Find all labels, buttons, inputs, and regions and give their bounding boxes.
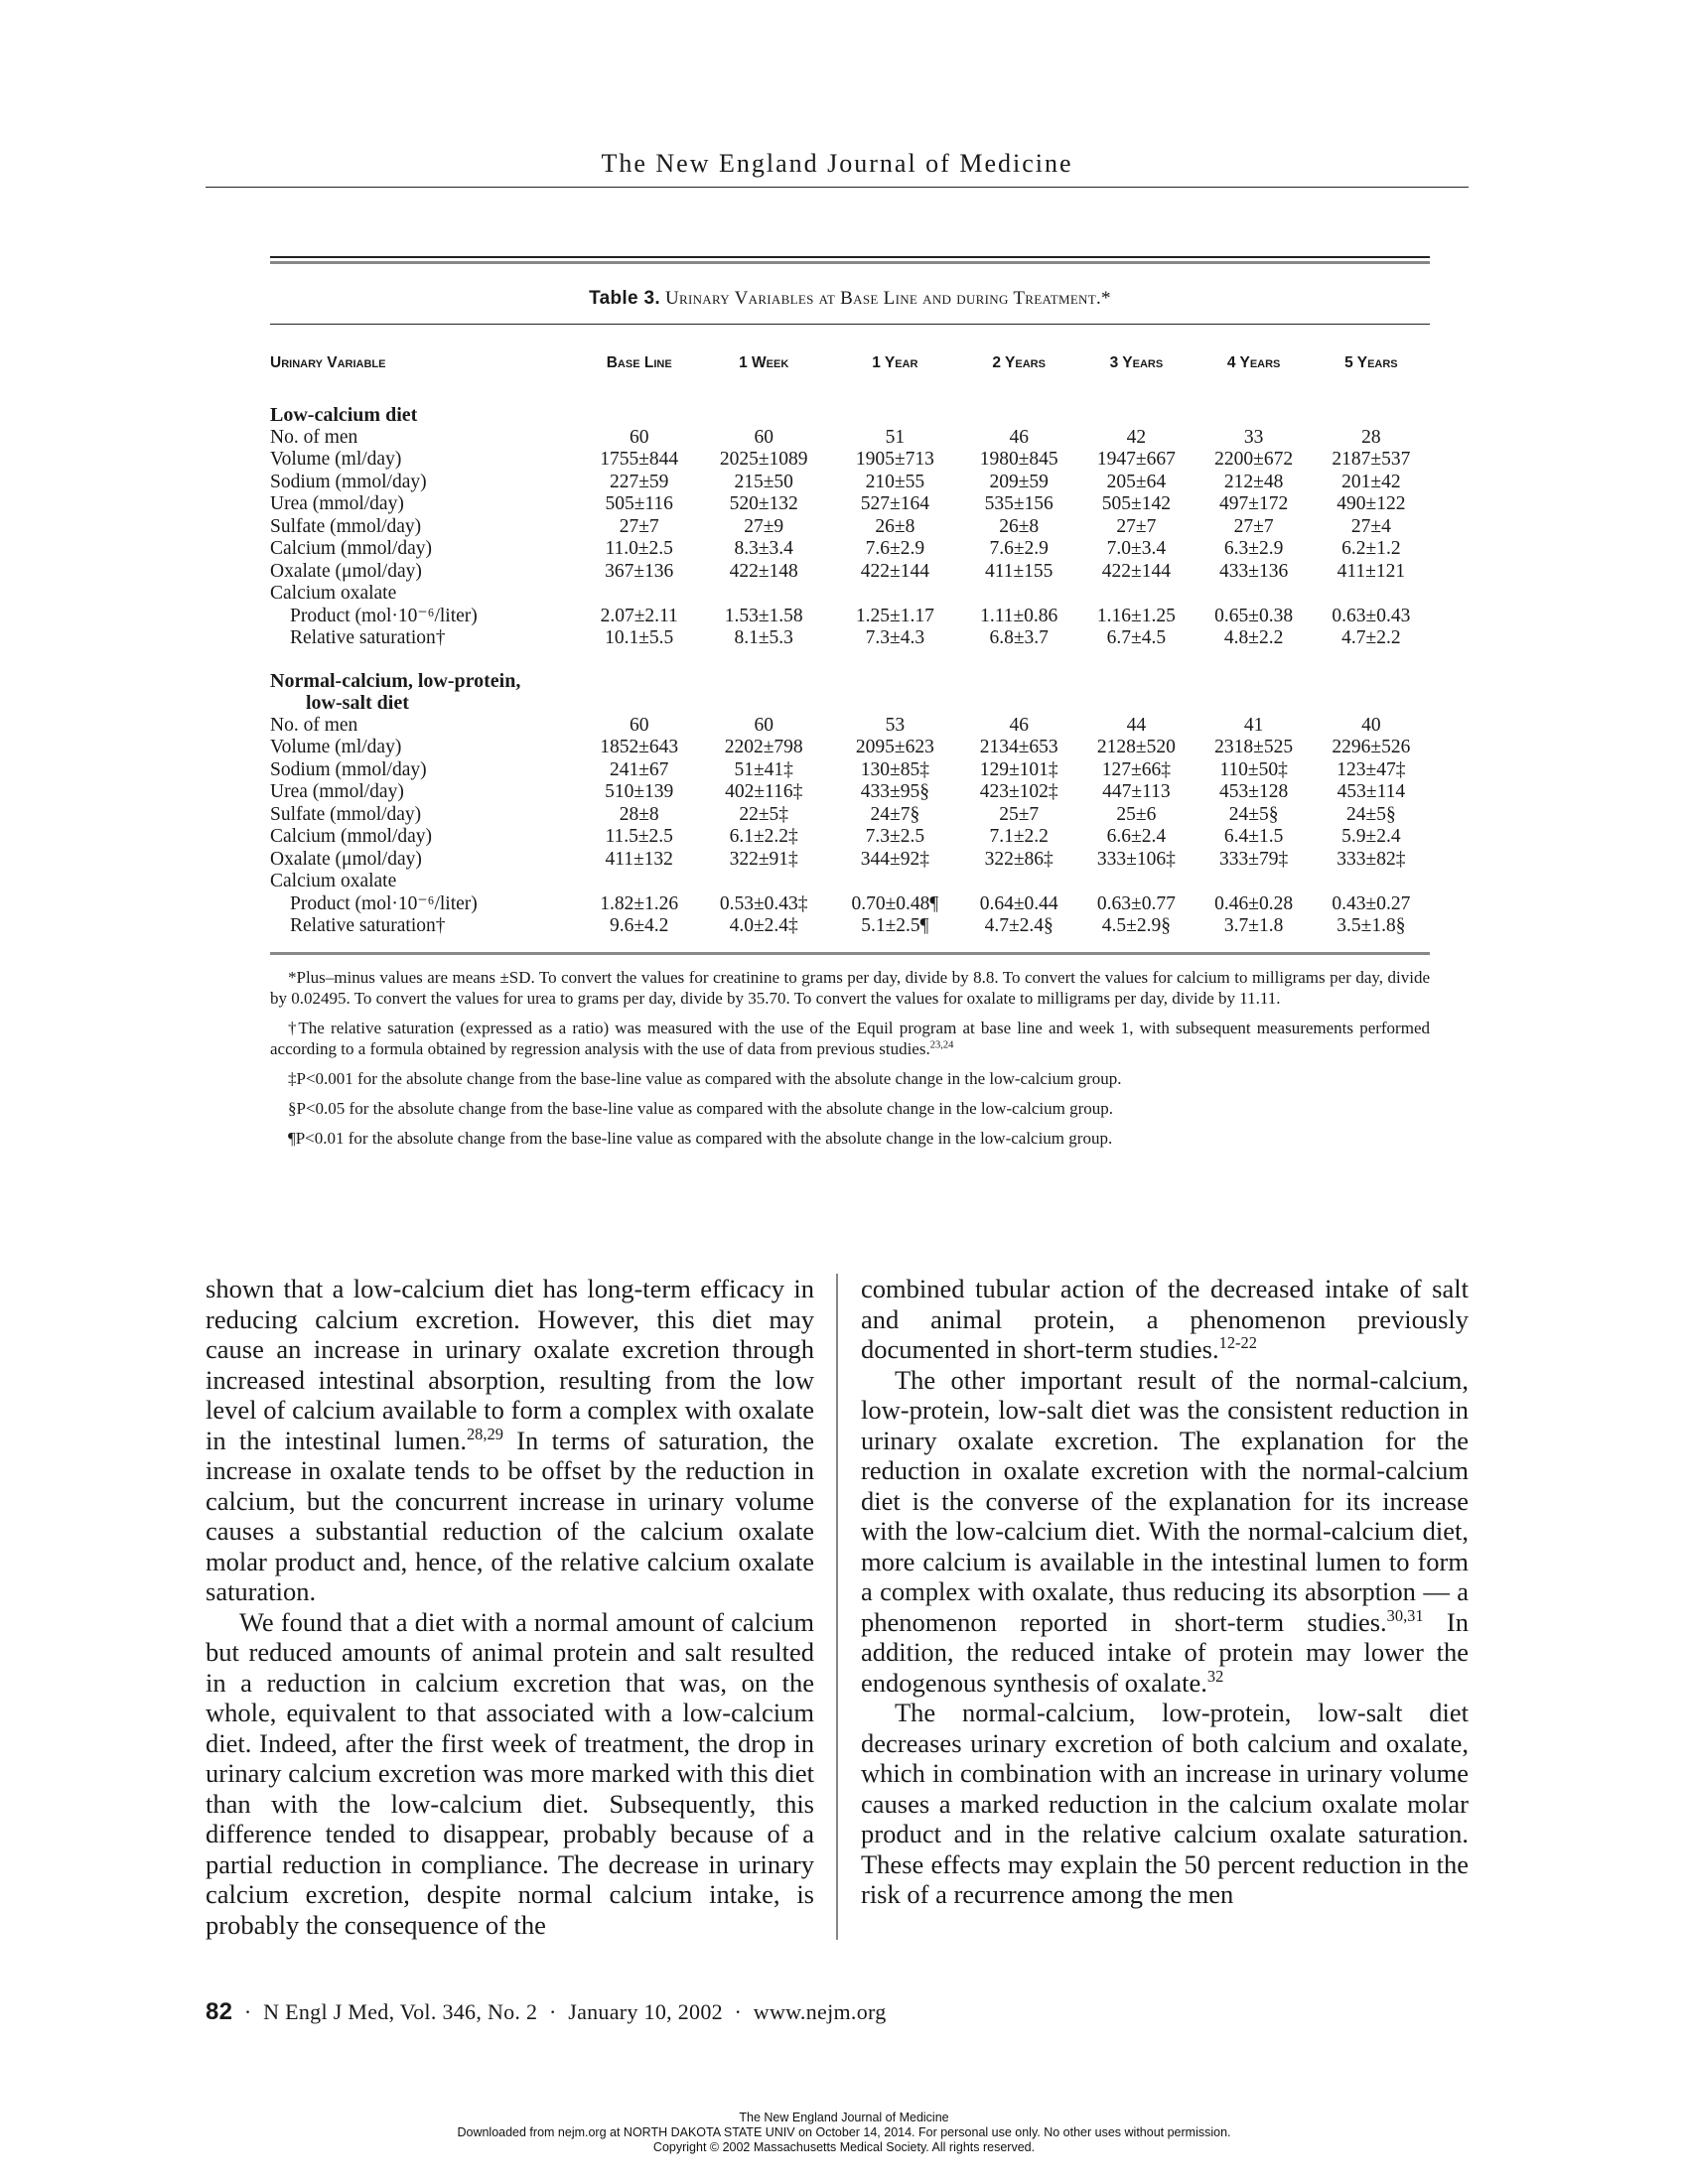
- table-cell: 0.53±0.43‡: [719, 892, 808, 914]
- table-cell: [1196, 871, 1313, 893]
- row-label: Sodium (mmol/day): [270, 758, 427, 780]
- row-label: Product (mol·10⁻⁶/liter): [290, 892, 478, 914]
- table-row: [270, 849, 1430, 872]
- table-cell: 6.2±1.2: [1341, 538, 1401, 559]
- paragraph-text: We found that a diet with a normal amount of calcium but reduced amounts of animal protein and salt resulted in a reduction in calcium excretion that was, on the whole, equivalent to that associated with a low-calcium diet. Indeed, after the first week of treatment, the drop in urinary calcium excretion was more marked with this diet than with the low-calcium diet. Subsequently, this difference tended to disappear, probably because of a partial reduction in compliance. The decrease in urinary calcium excretion, despite normal calcium intake, is probably the consequence of the: [206, 1606, 814, 1940]
- footnote-section: §P<0.05 for the absolute change from the base-line value as compared with the absolute change in the low-calcium group.: [288, 1098, 1113, 1118]
- table-caption: Urinary Variables at Base Line and during Treatment.*: [664, 288, 1111, 309]
- table-cell: 0.63±0.43: [1332, 605, 1411, 626]
- table-cell: 28: [1361, 426, 1381, 448]
- table-row: [270, 427, 1430, 450]
- table-top-rule: [270, 256, 1430, 258]
- table-cell: 201±42: [1341, 471, 1401, 492]
- diet-group-heading: [270, 664, 1430, 715]
- table-footnotes: [270, 967, 1430, 1149]
- table-cell: 535±156: [984, 493, 1054, 514]
- diet-group-name: Normal-calcium, low-protein,: [270, 669, 521, 692]
- body-paragraph: [206, 1274, 814, 1607]
- body-column-right: [861, 1274, 1469, 1940]
- citation-reference: 12-22: [1218, 1333, 1257, 1353]
- table-cell: 402±116‡: [725, 781, 803, 802]
- table-cell: 333±82‡: [1336, 848, 1406, 870]
- table-cell: 1980±845: [979, 449, 1058, 470]
- table-cell: 27±4: [1350, 515, 1391, 537]
- table-cell: 1.11±0.86: [980, 605, 1058, 626]
- table-cell: 433±136: [1219, 560, 1289, 582]
- table-cell: [1313, 871, 1430, 893]
- row-label: Urea (mmol/day): [270, 781, 404, 802]
- group-spacer: [270, 650, 1430, 664]
- table-cell: 411±121: [1336, 560, 1406, 582]
- body-paragraph: [861, 1698, 1469, 1910]
- table-row: [270, 759, 1430, 782]
- table-cell: 1755±844: [600, 449, 679, 470]
- table-cell: 0.46±0.28: [1214, 892, 1294, 914]
- table-row: [270, 715, 1430, 738]
- table-row: [270, 627, 1430, 650]
- table-cell: 3.7±1.8: [1223, 915, 1284, 936]
- table-cell: 8.1±5.3: [734, 627, 793, 648]
- row-label: Sulfate (mmol/day): [270, 515, 422, 537]
- table-cell: 129±101‡: [979, 758, 1058, 780]
- table-cell: 210±55: [865, 471, 925, 492]
- table-cell: 41: [1243, 714, 1264, 736]
- row-label: Sodium (mmol/day): [270, 471, 427, 492]
- table-cell: [960, 871, 1077, 893]
- table-cell: 520±132: [729, 493, 798, 514]
- table-cell: 411±132: [605, 848, 673, 870]
- table-cell: 0.65±0.38: [1214, 605, 1294, 626]
- table-cell: 333±106‡: [1096, 848, 1176, 870]
- table-cell: [1313, 583, 1430, 606]
- row-label: No. of men: [270, 714, 358, 736]
- table-cell: 1.82±1.26: [600, 892, 679, 914]
- article-body: [206, 1274, 1469, 1940]
- column-header-variable: Urinary Variable: [270, 354, 386, 371]
- row-label: Calcium (mmol/day): [270, 538, 433, 559]
- table-cell: [830, 583, 960, 606]
- table-cell: [960, 583, 1077, 606]
- column-header-timepoint: 2 Years: [992, 354, 1046, 371]
- table-cell: [581, 583, 698, 606]
- table-cell: 27±7: [1233, 515, 1274, 537]
- journal-citation: N Engl J Med, Vol. 346, No. 2: [263, 1999, 538, 2024]
- row-label: No. of men: [270, 426, 358, 448]
- table-cell: 423±102‡: [979, 781, 1058, 802]
- column-header-timepoint: 1 Week: [739, 354, 789, 371]
- table-cell: 44: [1126, 714, 1147, 736]
- table-cell: [1077, 583, 1195, 606]
- table-cell: 1947±667: [1096, 449, 1176, 470]
- table-cell: 24±7§: [870, 803, 920, 825]
- table-cell: 322±86‡: [984, 848, 1054, 870]
- table-cell: 2187±537: [1332, 449, 1411, 470]
- table-cell: 33: [1243, 426, 1264, 448]
- diet-group-heading: [270, 398, 1430, 427]
- table-cell: 2202±798: [724, 737, 803, 757]
- table-cell: [581, 871, 698, 893]
- row-label: Relative saturation†: [290, 627, 446, 648]
- footer-separator: ·: [243, 1999, 252, 2024]
- table-row: [270, 893, 1430, 916]
- paragraph-text: The normal-calcium, low-protein, low-salt diet decreases urinary excretion of both calcium and oxalate, which in combination with an increase in urinary volume causes a marked reduction in the calcium oxalate molar product and in the relative calcium oxalate saturation. These effects may explain the 50 percent reduction in the risk of a recurrence among the men: [861, 1698, 1469, 1909]
- table-cell: 490±122: [1336, 493, 1406, 514]
- table-cell: 46: [1009, 714, 1029, 736]
- table-cell: 4.0±2.4‡: [729, 915, 798, 936]
- table-cell: 1.16±1.25: [1096, 605, 1176, 626]
- download-notice: [0, 2111, 1688, 2155]
- table-cell: 1852±643: [600, 737, 679, 757]
- table-cell: 60: [629, 714, 649, 736]
- diet-group-heading-row: [270, 398, 1430, 427]
- row-label: Volume (ml/day): [270, 449, 402, 470]
- paragraph-text: In terms of saturation, the increase in oxalate tends to be offset by the reduction in calcium, but the concurrent increase in urinary volume causes a substantial reduction of the calcium oxalate molar product and, hence, of the relative calcium oxalate saturation.: [206, 1425, 815, 1606]
- diet-group-name-cont: low-salt diet: [306, 692, 409, 714]
- table-cell: 447±113: [1102, 781, 1171, 802]
- issue-date: January 10, 2002: [568, 1999, 723, 2024]
- table-bottom-rule: [270, 952, 1430, 955]
- table-cell: 5.1±2.5¶: [861, 915, 929, 936]
- table-cell: 497±172: [1219, 493, 1289, 514]
- download-notice-copyright: Copyright © 2002 Massachusetts Medical Society. All rights reserved.: [652, 2140, 1036, 2154]
- journal-website-link[interactable]: www.nejm.org: [753, 1999, 887, 2024]
- row-label: Sulfate (mmol/day): [270, 803, 422, 825]
- table-label: Table 3.: [589, 288, 660, 309]
- table-cell: 6.4±1.5: [1223, 826, 1284, 847]
- table-cell: 453±128: [1219, 781, 1289, 802]
- table-cell: 127±66‡: [1101, 758, 1171, 780]
- table-cell: 422±144: [860, 560, 929, 582]
- column-header-timepoint: 3 Years: [1109, 354, 1164, 371]
- row-label: Product (mol·10⁻⁶/liter): [290, 605, 478, 626]
- table-row: [270, 516, 1430, 539]
- table-title: [270, 288, 1430, 310]
- table-cell: 422±144: [1101, 560, 1171, 582]
- table-header-row: [270, 325, 1430, 398]
- body-paragraph: [861, 1274, 1469, 1365]
- footnote-pilcrow: ¶P<0.01 for the absolute change from the base-line value as compared with the absolute change in the low-calcium group.: [288, 1128, 1113, 1148]
- table-cell: 22±5‡: [739, 803, 789, 825]
- footer-separator: ·: [734, 1999, 743, 2024]
- table-cell: 1905±713: [855, 449, 934, 470]
- table-cell: 40: [1361, 714, 1381, 736]
- column-divider: [836, 1274, 838, 1940]
- table-cell: 0.43±0.27: [1332, 892, 1411, 914]
- table-cell: 344±92‡: [860, 848, 929, 870]
- table-cell: 4.7±2.2: [1341, 627, 1401, 648]
- table-cell: 0.70±0.48¶: [851, 892, 939, 914]
- table-cell: [698, 583, 830, 606]
- table-row: [270, 871, 1430, 893]
- table-cell: 209±59: [989, 471, 1049, 492]
- table-cell: 24±5§: [1346, 803, 1396, 825]
- table-cell: 60: [754, 714, 774, 736]
- table-row: [270, 781, 1430, 804]
- table-cell: 5.9±2.4: [1341, 826, 1401, 847]
- diet-group-name: Low-calcium diet: [270, 404, 418, 426]
- table-row: [270, 737, 1430, 759]
- table-cell: 4.7±2.4§: [984, 915, 1054, 936]
- table-cell: 7.1±2.2: [989, 826, 1049, 847]
- paragraph-text: In addition, the reduced intake of protein may lower the endogenous synthesis of oxalate.: [861, 1606, 1469, 1698]
- paragraph-text: combined tubular action of the decreased intake of salt and animal protein, a phenomenon previously documented in short-term studies.: [861, 1274, 1469, 1364]
- download-notice-journal: The New England Journal of Medicine: [739, 2111, 949, 2124]
- table-cell: 227±59: [609, 471, 669, 492]
- paragraph-text: The other important result of the normal-calcium, low-protein, low-salt diet was the consistent reduction in urinary oxalate excretion. The explanation for the reduction in oxalate excretion with the normal-calcium diet is the converse of the explanation for its increase with the low-calcium diet. With the normal-calcium diet, more calcium is available in the intestinal lumen to form a complex with oxalate, thus reducing its absorption — a phenomenon reported in short-term studies.: [861, 1364, 1469, 1637]
- table-cell: 2318±525: [1214, 737, 1294, 757]
- row-label: Urea (mmol/day): [270, 493, 404, 514]
- table-cell: 505±142: [1101, 493, 1171, 514]
- table-cell: 123±47‡: [1336, 758, 1406, 780]
- table-cell: 510±139: [605, 781, 674, 802]
- table-cell: 26±8: [999, 515, 1040, 537]
- diet-group-heading-row: [270, 664, 1430, 715]
- table-cell: 46: [1009, 426, 1029, 448]
- table-cell: 7.0±3.4: [1106, 538, 1167, 559]
- table-cell: 527±164: [860, 493, 929, 514]
- table-cell: 0.64±0.44: [979, 892, 1058, 914]
- body-column-left: [206, 1274, 814, 1940]
- table-cell: 2296±526: [1332, 737, 1411, 757]
- table-cell: 51: [885, 426, 906, 448]
- table-cell: 2200±672: [1214, 449, 1294, 470]
- table-cell: 1.25±1.17: [855, 605, 934, 626]
- download-notice-access: Downloaded from nejm.org at NORTH DAKOTA STATE UNIV on October 14, 2014. For personal use only. No other uses without permission.: [457, 2125, 1231, 2139]
- footnote-dagger-text: †The relative saturation (expressed as a ratio) was measured with the use of the Equil program at base line and week 1, with subsequent measurements performed according to a formula obtained by regression analysis with the use of data from previous studies.: [270, 1018, 1430, 1058]
- table-row: [270, 826, 1430, 849]
- table-cell: 0.63±0.77: [1096, 892, 1176, 914]
- table-cell: 4.8±2.2: [1223, 627, 1284, 648]
- footnote-dagger: [270, 1018, 1430, 1059]
- table-cell: 1.53±1.58: [724, 605, 803, 626]
- table-cell: 453±114: [1336, 781, 1406, 802]
- table-row: [270, 449, 1430, 472]
- footnote-double-dagger: ‡P<0.001 for the absolute change from the base-line value as compared with the absolute change in the low-calcium group.: [288, 1068, 1122, 1088]
- row-label: Oxalate (μmol/day): [270, 560, 422, 582]
- table-cell: 130±85‡: [860, 758, 929, 780]
- row-label: Calcium oxalate: [270, 583, 397, 604]
- table-cell: 7.6±2.9: [989, 538, 1049, 559]
- column-header-timepoint: 1 Year: [872, 354, 918, 371]
- table-cell: 42: [1126, 426, 1147, 448]
- table-cell: 9.6±4.2: [609, 915, 669, 936]
- table-cell: [830, 871, 960, 893]
- urinary-variables-table: [270, 325, 1430, 938]
- table-cell: 6.3±2.9: [1223, 538, 1284, 559]
- table-cell: 2134±653: [979, 737, 1058, 757]
- column-header-timepoint: 4 Years: [1226, 354, 1281, 371]
- table-row: [270, 561, 1430, 584]
- table-row: [270, 915, 1430, 938]
- table-cell: 51±41‡: [734, 758, 793, 780]
- table-cell: 7.3±2.5: [865, 826, 925, 847]
- table-cell: [698, 871, 830, 893]
- table-cell: 7.3±4.3: [865, 627, 925, 648]
- table-top-rule-double: [270, 261, 1430, 264]
- row-label: Relative saturation†: [290, 915, 446, 936]
- body-paragraph: [861, 1365, 1469, 1699]
- table-cell: 10.1±5.5: [605, 627, 674, 648]
- table-cell: 11.0±2.5: [605, 538, 673, 559]
- page-number: 82: [206, 1998, 233, 2025]
- table-cell: 215±50: [734, 471, 793, 492]
- table-cell: 27±9: [744, 515, 784, 537]
- citation-reference: 28,29: [466, 1424, 503, 1443]
- citation-reference: 30,31: [1386, 1605, 1424, 1625]
- table-cell: 322±91‡: [729, 848, 798, 870]
- table-cell: 28±8: [619, 803, 659, 825]
- table-cell: 2.07±2.11: [600, 605, 678, 626]
- table-row: [270, 606, 1430, 628]
- row-label: Calcium (mmol/day): [270, 826, 433, 847]
- table-row: [270, 583, 1430, 606]
- column-header-timepoint: Base Line: [606, 354, 672, 371]
- table-cell: 6.1±2.2‡: [729, 826, 798, 847]
- table-cell: [1077, 871, 1195, 893]
- footer-separator: ·: [548, 1999, 557, 2024]
- table-cell: 422±148: [729, 560, 798, 582]
- table-cell: 110±50‡: [1219, 758, 1288, 780]
- table-cell: 433±95§: [860, 781, 929, 802]
- column-header-timepoint: 5 Years: [1344, 354, 1398, 371]
- table-cell: 24±5§: [1228, 803, 1279, 825]
- table-cell: 241±67: [609, 758, 669, 780]
- table-cell: 2025±1089: [719, 449, 808, 470]
- table-cell: 411±155: [984, 560, 1054, 582]
- table-cell: 4.5±2.9§: [1101, 915, 1171, 936]
- row-label: Volume (ml/day): [270, 737, 402, 757]
- table-cell: 26±8: [875, 515, 915, 537]
- table-row: [270, 538, 1430, 561]
- table-cell: 60: [754, 426, 774, 448]
- table-cell: 60: [629, 426, 649, 448]
- page-footer: [206, 1998, 887, 2026]
- table-cell: 25±6: [1116, 803, 1157, 825]
- table-cell: 212±48: [1223, 471, 1284, 492]
- table-cell: 3.5±1.8§: [1336, 915, 1406, 936]
- table-cell: 25±7: [999, 803, 1040, 825]
- table-cell: 505±116: [605, 493, 673, 514]
- table-cell: 205±64: [1106, 471, 1167, 492]
- table-cell: [1196, 583, 1313, 606]
- table-cell: 11.5±2.5: [605, 826, 673, 847]
- body-paragraph: [206, 1607, 814, 1941]
- table-cell: 7.6±2.9: [865, 538, 925, 559]
- table-row: [270, 493, 1430, 516]
- table-cell: 2128±520: [1096, 737, 1176, 757]
- table-cell: 27±7: [619, 515, 659, 537]
- table-cell: 333±79‡: [1219, 848, 1289, 870]
- table-cell: 6.6±2.4: [1106, 826, 1167, 847]
- table-cell: 367±136: [605, 560, 674, 582]
- row-label: Calcium oxalate: [270, 871, 397, 891]
- citation-reference: 32: [1206, 1666, 1224, 1686]
- footnote-star: *Plus–minus values are means ±SD. To convert the values for creatinine to grams per day, divide by 8.8. To convert the values for calcium to milligrams per day, divide by 0.02495. To convert the values for urea to grams per day, divide by 35.70. To convert the values for oxalate to milligrams per day, divide by 11.11.: [270, 967, 1430, 1008]
- row-label: Oxalate (μmol/day): [270, 848, 422, 870]
- table-cell: 53: [885, 714, 906, 736]
- footnote-dagger-refs: 23,24: [929, 1038, 954, 1050]
- table-3: [270, 256, 1430, 1158]
- table-cell: 2095±623: [855, 737, 934, 757]
- table-cell: 27±7: [1116, 515, 1157, 537]
- table-row: [270, 472, 1430, 494]
- paragraph-text: shown that a low-calcium diet has long-term efficacy in reducing calcium excretion. However, this diet may cause an increase in urinary oxalate excretion through increased intestinal absorption, resulting from the low level of calcium available to form a complex with oxalate in the intestinal lumen.: [206, 1274, 814, 1455]
- table-cell: 8.3±3.4: [734, 538, 793, 559]
- table-row: [270, 804, 1430, 827]
- spacer-cell: [270, 650, 1430, 664]
- running-head: The New England Journal of Medicine: [206, 149, 1469, 188]
- table-cell: 6.8±3.7: [989, 627, 1049, 648]
- table-cell: 6.7±4.5: [1106, 627, 1167, 648]
